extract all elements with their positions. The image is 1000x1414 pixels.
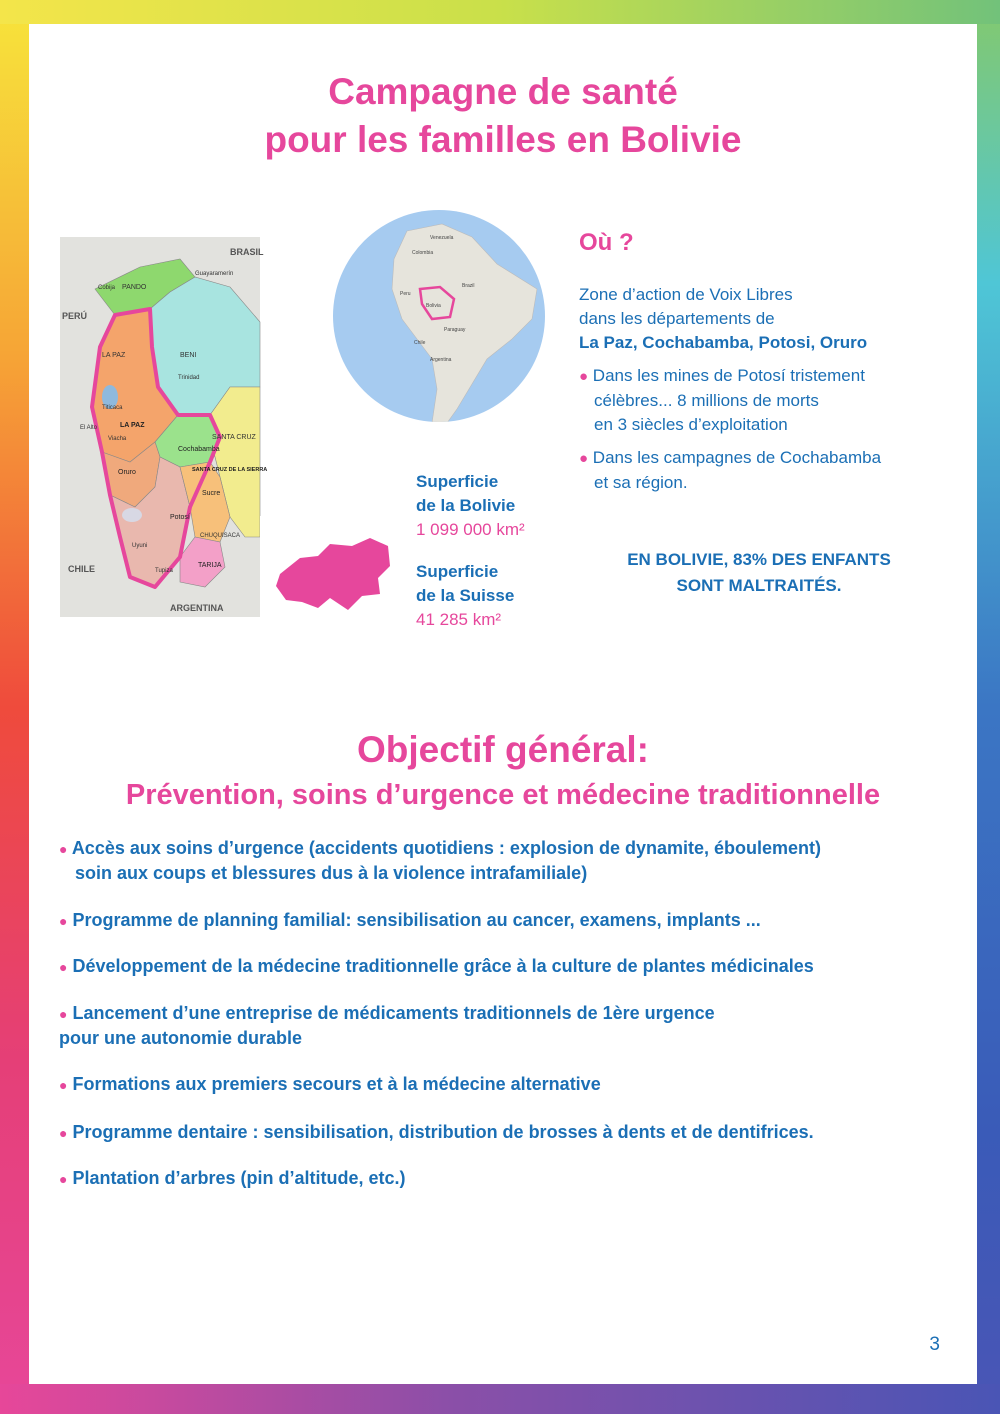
title-line-1: Campagne de santé xyxy=(328,71,678,112)
objective-item-3: Développement de la médecine traditionnelle grâce à la culture de plantes médicinales xyxy=(72,956,814,976)
bullet-icon: ● xyxy=(59,913,68,929)
map-label-santa-cruz: SANTA CRUZ xyxy=(212,434,256,441)
globe-label-bolivia: Bolivia xyxy=(426,303,441,309)
zone-line-1: Zone d’action de Voix Libres xyxy=(579,285,793,304)
map-label-tarija: TARIJA xyxy=(198,562,222,569)
map-label-brasil: BRASIL xyxy=(230,247,264,257)
bullet-icon: ● xyxy=(579,368,589,385)
map-label-oruro: Oruro xyxy=(118,469,136,476)
globe-label-paraguay: Paraguay xyxy=(444,327,466,333)
objective-item xyxy=(59,1072,959,1097)
where-bullet-1-line-3: en 3 siècles d’exploitation xyxy=(594,415,788,434)
objective-item-5: Formations aux premiers secours et à la médecine alternative xyxy=(72,1074,601,1094)
where-bullet-2-line-1: Dans les campagnes de Cochabamba xyxy=(592,448,882,467)
bullet-icon: ● xyxy=(59,1125,68,1141)
map-label-el-alto: El Alto xyxy=(80,425,98,431)
map-label-viacha: Viacha xyxy=(108,436,127,442)
area-bolivia-label-1: Superficie xyxy=(416,472,499,491)
south-america-globe xyxy=(332,209,546,423)
bullet-icon: ● xyxy=(59,1006,68,1022)
where-bullet-2-line-2: et sa région. xyxy=(594,473,688,492)
map-label-uyuni: Uyuni xyxy=(132,543,148,549)
map-label-chuquisaca: CHUQUISACA xyxy=(200,533,241,539)
area-switzerland-label-2: de la Suisse xyxy=(416,586,515,605)
objective-item-1-line-2: soin aux coups et blessures dus à la violence intrafamiliale) xyxy=(75,863,588,883)
where-bullet-campaigns xyxy=(579,446,959,495)
objective-item-4-line-2: pour une autonomie durable xyxy=(59,1028,303,1048)
bullet-icon: ● xyxy=(59,1077,68,1093)
map-label-cochabamba: Cochabamba xyxy=(178,446,220,453)
map-label-chile: CHILE xyxy=(68,564,95,574)
where-bullet-mines xyxy=(579,364,959,437)
globe-label-brazil: Brazil xyxy=(462,283,475,289)
map-label-titicaca: Titicaca xyxy=(102,405,123,411)
area-switzerland-label-1: Superficie xyxy=(416,562,499,581)
where-bullet-1-line-1: Dans les mines de Potosí tristement xyxy=(592,366,865,385)
map-label-tupiza: Tupiza xyxy=(155,568,173,574)
objective-item-2: Programme de planning familial: sensibilisation au cancer, examens, implants ... xyxy=(72,910,761,930)
bolivia-map xyxy=(60,237,268,617)
map-label-potosi: Potosí xyxy=(170,514,190,521)
globe-label-venezuela: Venezuela xyxy=(430,235,454,241)
bullet-icon: ● xyxy=(59,1171,68,1187)
objective-item xyxy=(59,1166,959,1191)
bullet-icon: ● xyxy=(59,959,68,975)
area-bolivia-value: 1 099 000 km² xyxy=(416,520,525,539)
objective-item xyxy=(59,836,959,885)
statistic-line-1: EN BOLIVIE, 83% DES ENFANTS xyxy=(627,550,891,569)
map-label-santa-cruz-city: SANTA CRUZ DE LA SIERRA xyxy=(192,467,268,473)
area-switzerland xyxy=(416,560,514,632)
switzerland-silhouette xyxy=(260,516,407,626)
objective-subheading: Prévention, soins d’urgence et médecine traditionnelle xyxy=(125,779,881,811)
globe-label-chile: Chile xyxy=(414,340,426,346)
title-line-2: pour les familles en Bolivie xyxy=(264,119,742,160)
objective-item xyxy=(59,1001,959,1050)
page xyxy=(29,24,977,1384)
globe-label-peru: Peru xyxy=(400,291,411,297)
map-label-lapaz-city: LA PAZ xyxy=(120,422,145,429)
map-label-pando: PANDO xyxy=(122,284,147,291)
bullet-icon: ● xyxy=(59,841,68,857)
objective-item-4-line-1: Lancement d’une entreprise de médicaments traditionnels de 1ère urgence xyxy=(72,1003,715,1023)
statistic-line-2: SONT MALTRAITÉS. xyxy=(676,576,842,595)
bullet-icon: ● xyxy=(579,450,589,467)
objective-item xyxy=(59,908,959,933)
globe-label-argentina: Argentina xyxy=(430,357,452,363)
map-label-guayaramerin: Guayaramerín xyxy=(195,271,234,277)
zone-departments: La Paz, Cochabamba, Potosi, Oruro xyxy=(579,333,868,352)
objective-item xyxy=(59,1120,959,1145)
where-heading: Où ? xyxy=(579,229,634,256)
objective-item xyxy=(59,954,959,979)
page-number: 3 xyxy=(929,1334,940,1355)
area-bolivia-label-2: de la Bolivie xyxy=(416,496,516,515)
map-label-lapaz-dept: LA PAZ xyxy=(102,352,126,359)
map-label-sucre: Sucre xyxy=(202,490,221,497)
where-bullet-1-line-2: célèbres... 8 millions de morts xyxy=(594,391,819,410)
objective-item-7: Plantation d’arbres (pin d’altitude, etc.) xyxy=(72,1168,406,1188)
objective-heading: Objectif général: xyxy=(357,729,649,770)
map-label-cobija: Cobija xyxy=(98,285,116,291)
area-bolivia xyxy=(416,470,525,542)
map-label-beni: BENI xyxy=(180,352,197,359)
map-label-argentina: ARGENTINA xyxy=(170,603,224,613)
globe-label-colombia: Colombia xyxy=(412,250,434,256)
map-label-trinidad: Trinidad xyxy=(178,375,200,381)
map-label-peru: PERÚ xyxy=(62,311,88,321)
area-switzerland-value: 41 285 km² xyxy=(416,610,502,629)
objective-item-6: Programme dentaire : sensibilisation, distribution de brosses à dents et de dentifrices. xyxy=(72,1122,814,1142)
objective-item-1-line-1: Accès aux soins d’urgence (accidents quotidiens : explosion de dynamite, éboulement) xyxy=(71,838,821,858)
statistic-callout xyxy=(589,547,929,599)
zone-line-2: dans les départements de xyxy=(579,309,775,328)
